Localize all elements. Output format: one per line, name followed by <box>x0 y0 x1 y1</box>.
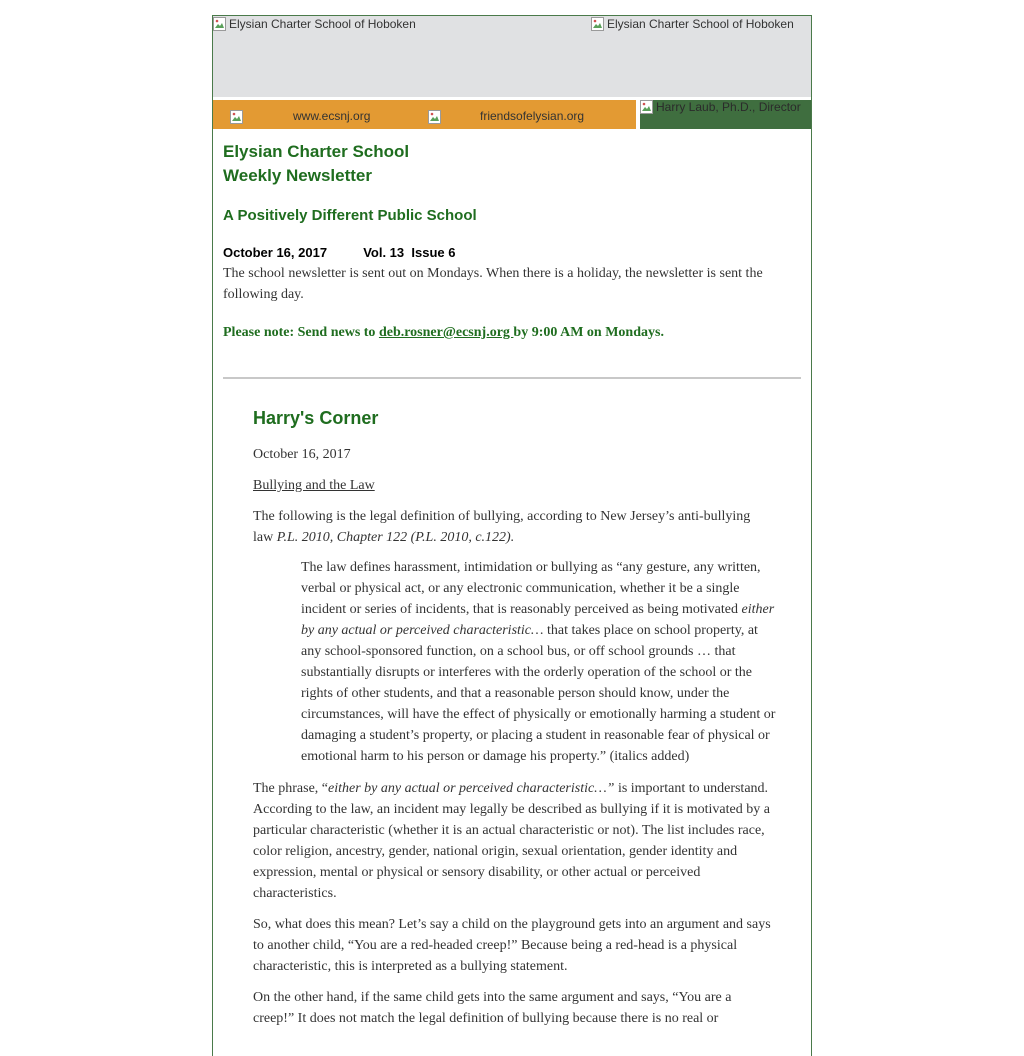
school-logo-left-alt: Elysian Charter School of Hoboken <box>229 17 416 31</box>
nav-link-friends[interactable]: friendsofelysian.org <box>480 109 585 123</box>
law-quote <box>301 557 776 767</box>
article-subtitle-text: Bullying and the Law <box>253 478 375 493</box>
director-image <box>640 100 801 114</box>
director-image-alt: Harry Laub, Ph.D., Director <box>656 100 801 114</box>
paragraph-2-rest: is important to understand. According to the law, an incident may legally be described as bullying if it is motivated by a particular characteristic (whether it is an actual characteristic or not). The list includes race, color religion, ancestry, gender, national origin, sexual orientation, gender identity and expression, mental or physical or sensory disability, or other actual or perceived characteristics. <box>253 781 770 901</box>
school-logo-right[interactable] <box>591 17 794 31</box>
issue-volume: Vol. 13 <box>363 245 405 260</box>
email-link[interactable]: deb.rosner@ecsnj.org <box>378 325 514 340</box>
section-divider <box>223 377 801 379</box>
article-subtitle <box>253 475 773 496</box>
submission-note <box>223 325 664 341</box>
law-citation: P.L. 2010, Chapter 122 (P.L. 2010, c.122). <box>276 530 515 545</box>
issue-date: October 16, 2017 <box>223 245 328 260</box>
intro-text: The school newsletter is sent out on Mondays. When there is a holiday, the newsletter is sent the following day. <box>223 266 763 302</box>
paragraph-1 <box>253 506 773 548</box>
article-date: October 16, 2017 <box>253 447 351 462</box>
tagline: A Positively Different Public School <box>223 207 477 224</box>
title-line-1: Elysian Charter School <box>223 142 410 161</box>
newsletter-title <box>223 140 409 188</box>
header-banner <box>213 16 811 97</box>
school-logo-right-alt: Elysian Charter School of Hoboken <box>607 17 794 31</box>
quote-part-2: that takes place on school property, at any school-sponsored function, on a school bus, or off school grounds … that substantially disrupts or interferes with the orderly operation of the school or the rights of other students, and that a reasonable person should know, under the circumstances, will have the effect of physically or emotionally harming a student or damaging a student’s property, or placing a student in reasonable fear of physical or emotional harm to his person or damage his property.” (italics added) <box>301 623 776 764</box>
director-photo <box>640 100 811 129</box>
issue-info <box>223 245 455 260</box>
section-title: Harry's Corner <box>253 408 379 428</box>
nav-link-website[interactable]: www.ecsnj.org <box>293 109 371 123</box>
issue-number: Issue 6 <box>411 245 456 260</box>
nav-bar <box>213 100 636 129</box>
quote-part-1: The law defines harassment, intimidation or bullying as “any gesture, any written, verbal or physical act, or any electronic communication, whether it be a single incident or series of incidents, that is reasonably perceived as being motivated <box>301 560 761 617</box>
broken-image-icon <box>213 17 227 31</box>
note-prefix: Please note: Send news to <box>223 325 379 340</box>
paragraph-4: On the other hand, if the same child gets into the same argument and says, “You are a creep!” It does not match the legal definition of bullying because there is no real or <box>253 990 732 1026</box>
note-suffix: by 9:00 AM on Mondays. <box>513 325 664 340</box>
broken-image-icon <box>640 100 654 114</box>
paragraph-2-prefix: The phrase, “ <box>253 781 329 796</box>
broken-image-icon <box>591 17 605 31</box>
paragraph-2 <box>253 778 773 904</box>
paragraph-1-text: The following is the legal definition of bullying, according to New Jersey’s anti-bullying law <box>253 509 751 545</box>
title-line-2: Weekly Newsletter <box>223 166 372 185</box>
newsletter-frame <box>212 15 812 1056</box>
broken-image-icon <box>230 110 244 124</box>
quote-italic: either by any actual or perceived characteristic… <box>301 602 775 638</box>
broken-image-icon <box>428 110 442 124</box>
school-logo-left[interactable] <box>213 17 416 31</box>
paragraph-2-italic: either by any actual or perceived characteristic…” <box>328 781 615 796</box>
paragraph-3: So, what does this mean? Let’s say a child on the playground gets into an argument and says to another child, “You are a red-headed creep!” Because being a red-head is a physical characteristic, this is interpreted as a bullying statement. <box>253 917 771 974</box>
